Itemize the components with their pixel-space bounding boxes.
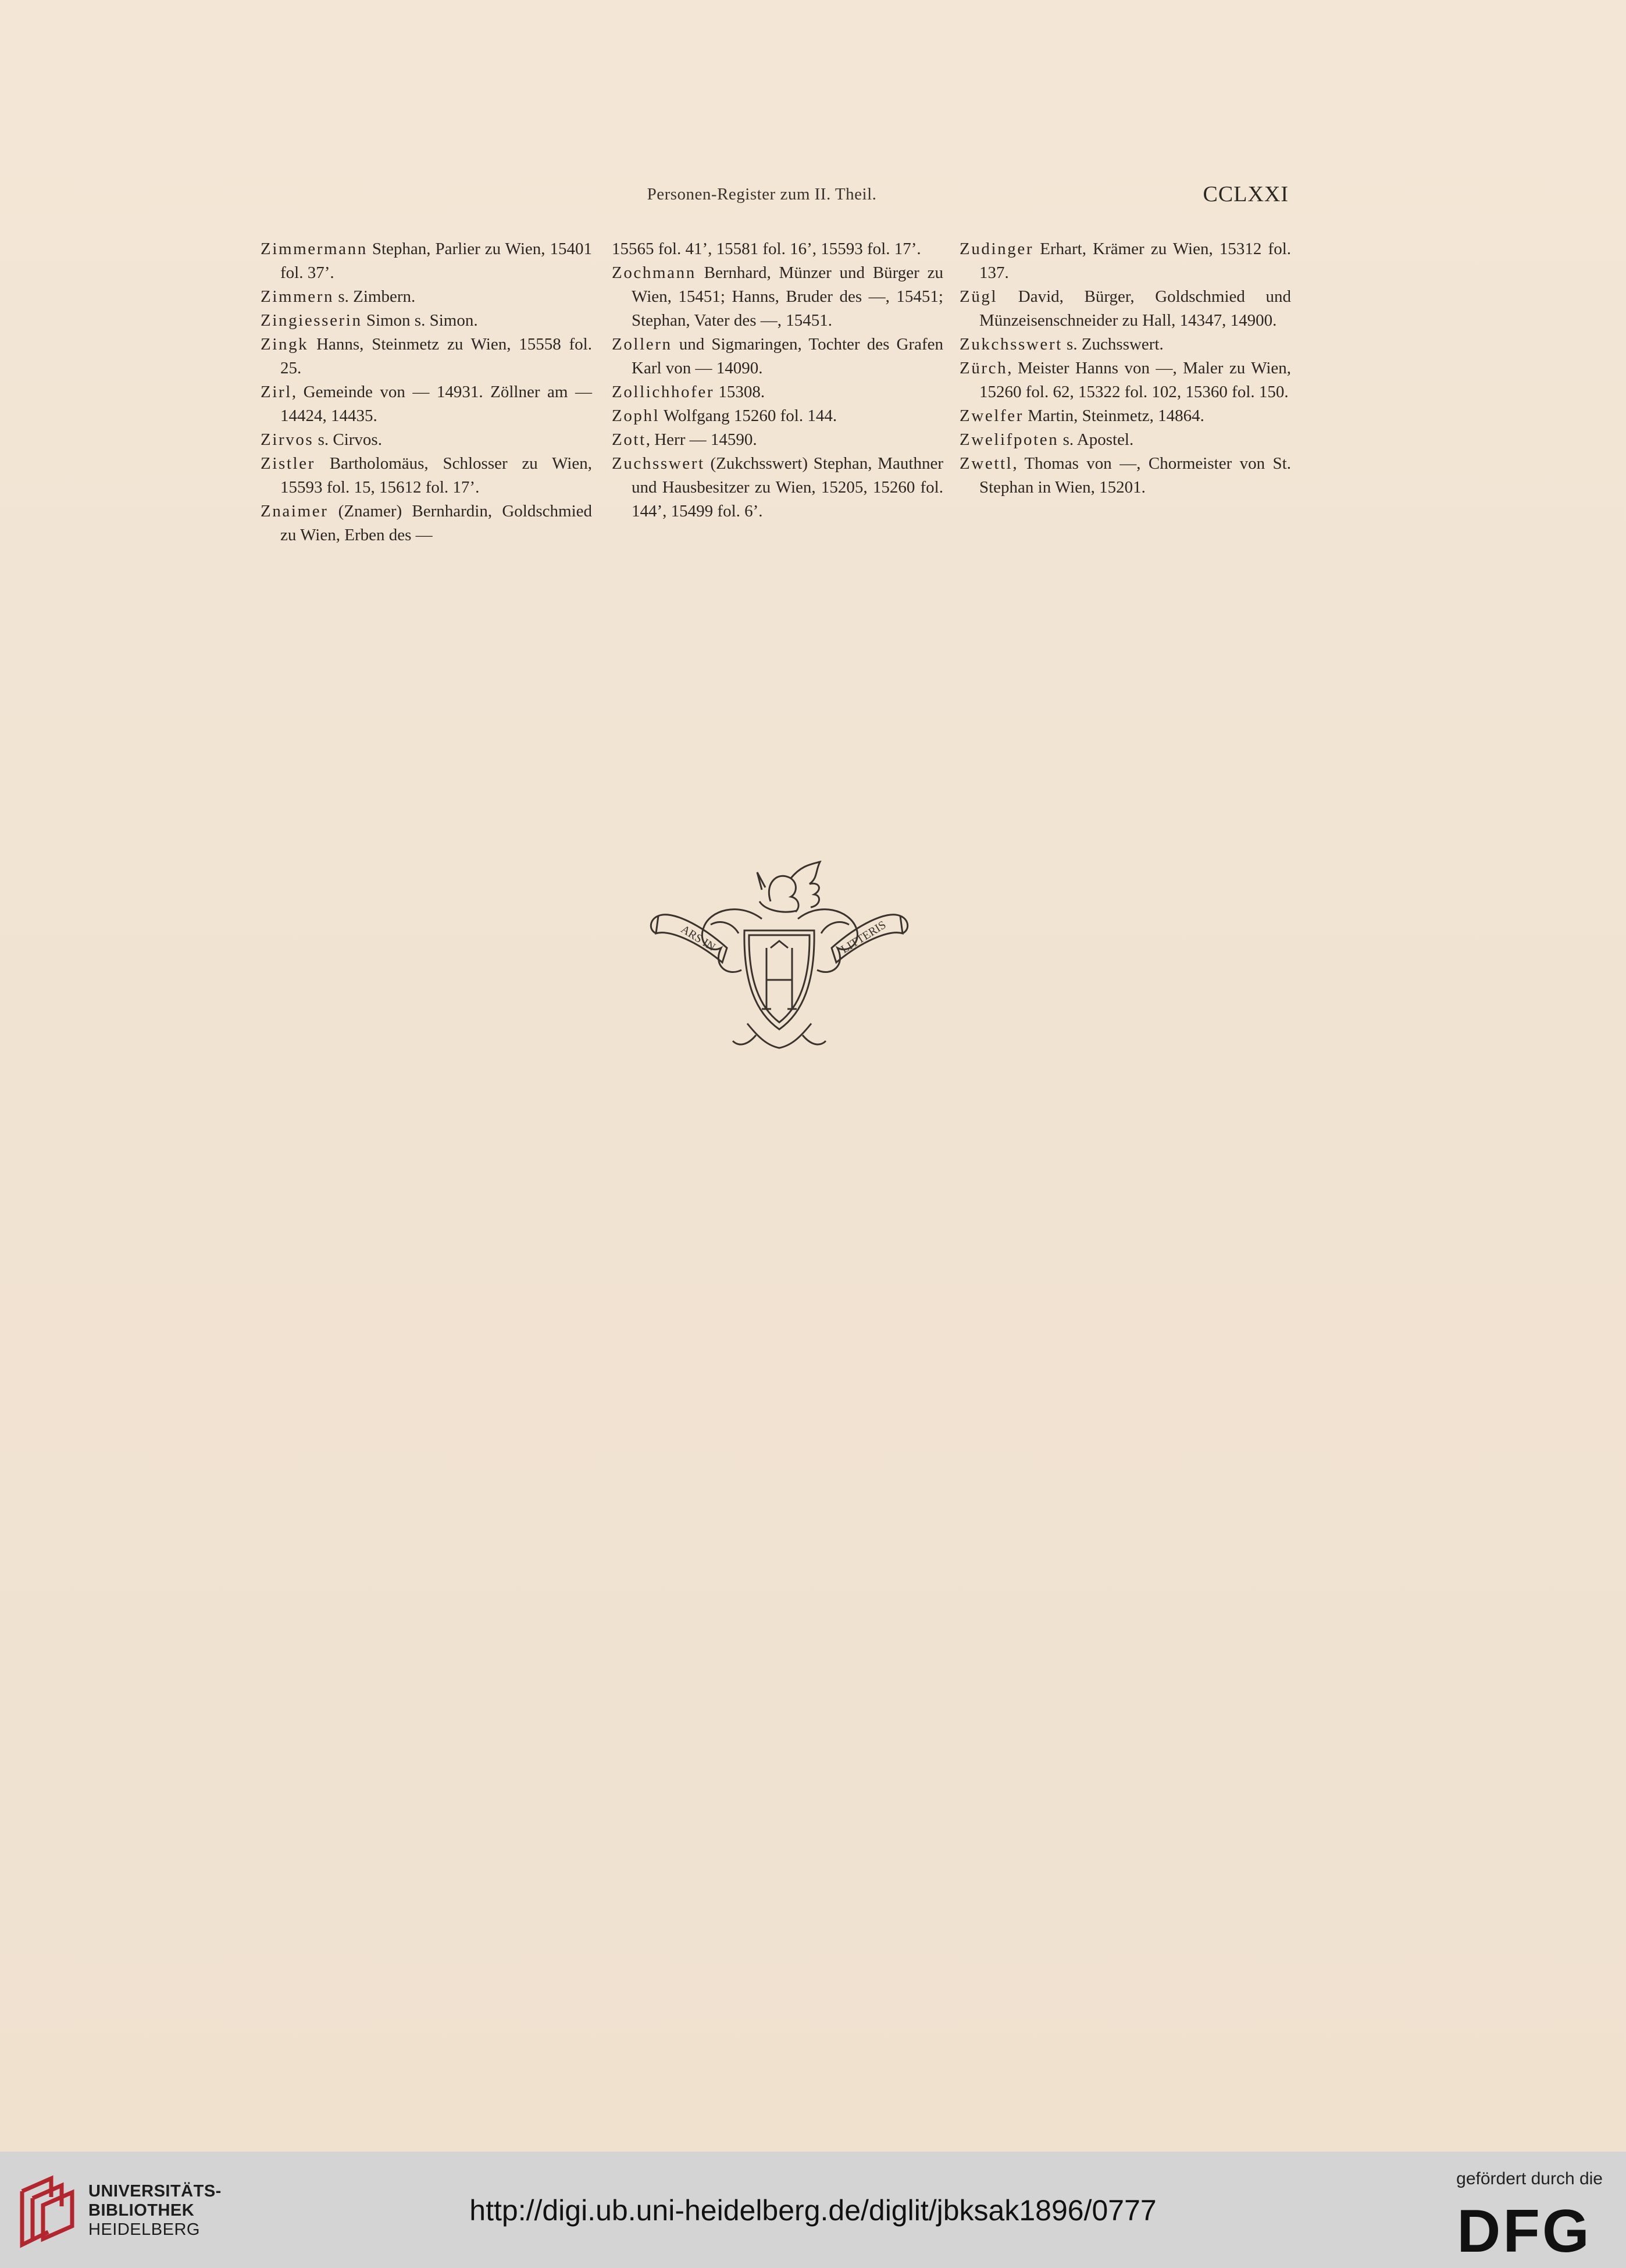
index-entry (261, 333, 592, 380)
index-entry (612, 380, 943, 404)
index-entry-text: , Meister Hanns von —, Maler zu Wien, 15260 fol. 62, 15322 fol. 102, 15360 fol. 150. (979, 359, 1291, 401)
index-entry-text: s. Zuchsswert. (1062, 335, 1164, 354)
index-entry-text: (Znamer) Bernhardin, Goldschmied zu Wien, Erben des — (280, 502, 592, 544)
index-entry-text: 15565 fol. 41’, 15581 fol. 16’, 15593 fol. 17’. (612, 240, 921, 258)
index-entry-text: s. Apostel. (1058, 430, 1134, 449)
index-entry-keyword: Zollern (612, 335, 672, 354)
index-entry-text: Martin, Steinmetz, 14864. (1023, 406, 1204, 425)
digitization-footer (0, 2152, 1626, 2268)
index-entry (612, 261, 943, 333)
index-entry-text: David, Bürger, Goldschmied und Münzeisenschneider zu Hall, 14347, 14900. (979, 287, 1291, 330)
index-entry-keyword: Zügl (960, 287, 998, 306)
index-entry (960, 452, 1291, 500)
index-entry (960, 285, 1291, 333)
page-number: CCLXXI (1203, 182, 1289, 206)
index-entry-keyword: Zürch (960, 359, 1008, 377)
index-column-1 (261, 237, 592, 547)
printer-mark-emblem (646, 861, 913, 1070)
index-entry (261, 285, 592, 309)
index-entry-keyword: Zistler (261, 454, 315, 473)
index-entry-text: s. Cirvos. (313, 430, 382, 449)
index-entry-text: Bartholomäus, Schlosser zu Wien, 15593 fol. 15, 15612 fol. 17’. (280, 454, 592, 497)
index-entry (261, 428, 592, 452)
permalink-url[interactable]: http://digi.ub.uni-heidelberg.de/diglit/jbksak1896/0777 (469, 2194, 1157, 2227)
index-entry (261, 380, 592, 428)
index-entry (960, 237, 1291, 285)
index-entry-text: (Zukchsswert) Stephan, Mauthner und Hausbesitzer zu Wien, 15205, 15260 fol. 144’, 15499 fol. 6’. (632, 454, 943, 520)
index-entry-keyword: Zwelfer (960, 406, 1024, 425)
library-line-1: UNIVERSITÄTS- (88, 2182, 222, 2201)
index-entry-keyword: Zingiesserin (261, 311, 362, 330)
index-entry-text: und Sigmaringen, Tochter des Grafen Karl von — 14090. (632, 335, 943, 377)
index-entry (261, 309, 592, 333)
funding-label: gefördert durch die (1456, 2169, 1603, 2188)
dfg-logo-icon (1446, 2204, 1603, 2256)
index-entry-text: , Gemeinde von — 14931. Zöllner am — 14424, 14435. (280, 383, 592, 425)
index-entry-text: Wolfgang 15260 fol. 144. (659, 406, 837, 425)
index-entry-text: , Herr — 14590. (646, 430, 757, 449)
index-entry (612, 404, 943, 428)
index-entry (612, 333, 943, 380)
index-entry (960, 428, 1291, 452)
index-entry (612, 452, 943, 523)
index-entry-keyword: Zukchsswert (960, 335, 1062, 354)
index-entry-keyword: Zimmermann (261, 240, 368, 258)
running-head: Personen-Register zum II. Theil. (647, 185, 877, 204)
index-entry (960, 333, 1291, 356)
index-column-2 (612, 237, 943, 523)
index-entry (261, 237, 592, 285)
index-entry (960, 404, 1291, 428)
index-entry-text: Stephan, Parlier zu Wien, 15401 fol. 37’. (280, 240, 592, 282)
banner-right-text: LITTERIS (839, 918, 889, 956)
index-entry-text: Bernhard, Münzer und Bürger zu Wien, 15451; Hanns, Bruder des —, 15451; Stephan, Vater des —, 15451. (632, 263, 943, 330)
index-entry-keyword: Zingk (261, 335, 309, 354)
index-entry-keyword: Zott (612, 430, 646, 449)
index-entry (960, 356, 1291, 404)
index-entry-text: , Thomas von —, Chormeister von St. Stephan in Wien, 15201. (979, 454, 1291, 497)
index-entry-text: Hanns, Steinmetz zu Wien, 15558 fol. 25. (280, 335, 592, 377)
index-entry-keyword: Zirl (261, 383, 292, 401)
index-entry-text: Erhart, Krämer zu Wien, 15312 fol. 137. (979, 240, 1291, 282)
index-column-3 (960, 237, 1291, 500)
index-entry-text: 15308. (714, 383, 765, 401)
index-entry-keyword: Zudinger (960, 240, 1034, 258)
index-entry-keyword: Znaimer (261, 502, 329, 520)
index-entry-keyword: Zwettl (960, 454, 1013, 473)
index-entry-keyword: Zirvos (261, 430, 314, 449)
banner-left-text: ARS IN (678, 922, 718, 954)
index-entry-keyword: Zwelifpoten (960, 430, 1059, 449)
index-entry-keyword: Zochmann (612, 263, 696, 282)
index-entry-keyword: Zophl (612, 406, 660, 425)
index-entry (261, 452, 592, 500)
library-line-2: BIBLIOTHEK (88, 2201, 195, 2220)
index-entry-text: s. Zimbern. (334, 287, 416, 306)
index-entry-keyword: Zollichhofer (612, 383, 715, 401)
index-entry-text: Simon s. Simon. (362, 311, 478, 330)
index-entry (261, 500, 592, 547)
index-entry-keyword: Zuchsswert (612, 454, 705, 473)
dfg-logo-text: DFG (1457, 2204, 1592, 2256)
index-entry (612, 428, 943, 452)
index-entry-keyword: Zimmern (261, 287, 334, 306)
index-entry (612, 237, 943, 261)
library-line-3: HEIDELBERG (88, 2220, 200, 2239)
